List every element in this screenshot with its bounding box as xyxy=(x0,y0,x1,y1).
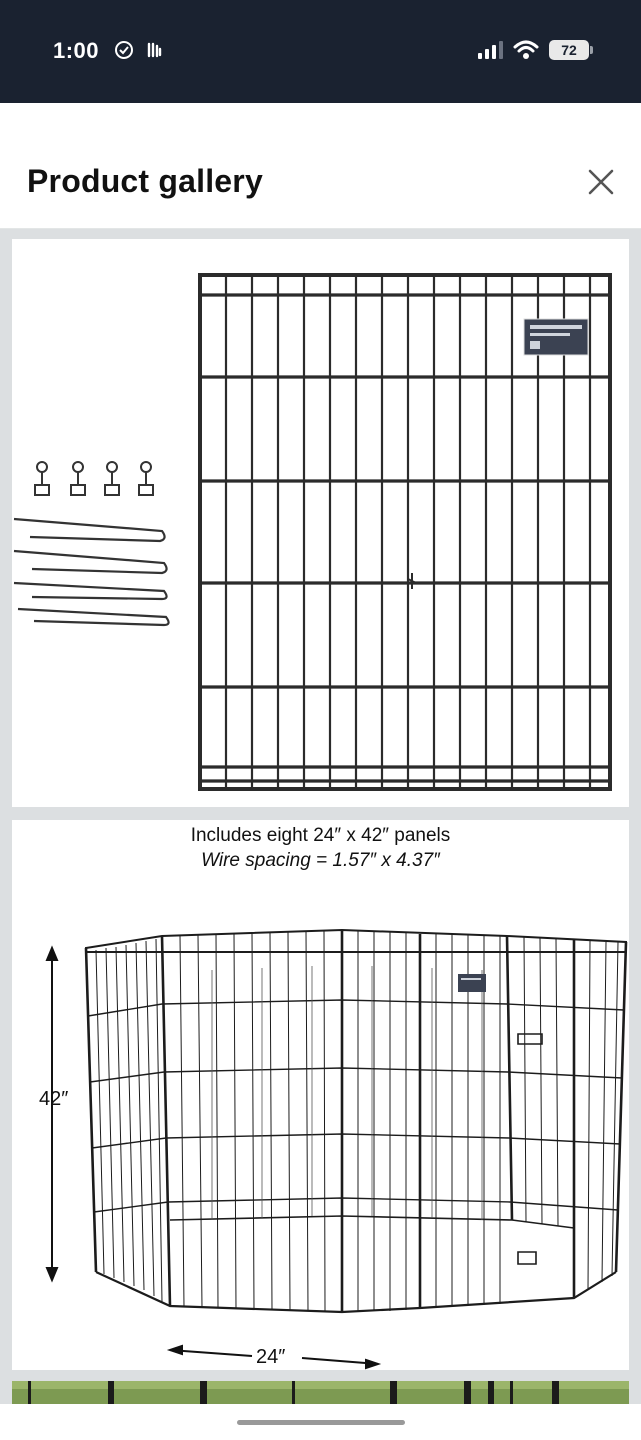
gallery-image-playpen-outdoor[interactable] xyxy=(12,1381,629,1404)
gallery-header xyxy=(0,103,641,229)
product-tag xyxy=(524,319,588,355)
product-tag xyxy=(458,974,486,992)
page-title: Product gallery xyxy=(27,163,263,199)
battery-icon xyxy=(549,40,589,60)
playpen-frame xyxy=(86,930,626,1312)
panel-image xyxy=(12,239,629,807)
playpen-image xyxy=(12,820,629,1370)
close-button[interactable] xyxy=(582,163,620,201)
signal-icon xyxy=(477,41,503,59)
status-time: 1:00 xyxy=(53,38,100,63)
gallery-scroll-area[interactable] xyxy=(0,229,641,1404)
wifi-icon xyxy=(513,40,539,60)
ground-stakes-image xyxy=(14,519,169,625)
battery-level: 72 xyxy=(561,42,577,58)
outdoor-playpen-image xyxy=(12,1381,629,1404)
home-indicator[interactable] xyxy=(237,1420,405,1425)
height-label: 42″ xyxy=(39,1088,69,1110)
snap-hooks-image xyxy=(35,462,153,495)
status-left-icons xyxy=(114,40,164,60)
width-label: 24″ xyxy=(256,1346,286,1368)
caption-wire-spacing: Wire spacing = 1.57″ x 4.37″ xyxy=(201,850,440,871)
home-bar xyxy=(0,1404,641,1440)
gallery-image-playpen-dimensions[interactable] xyxy=(12,820,629,1370)
height-dimension-arrow xyxy=(47,948,57,1280)
status-bar xyxy=(0,0,641,103)
nfc-icon xyxy=(144,40,164,60)
caption-panels: Includes eight 24″ x 42″ panels xyxy=(190,825,451,846)
status-right-icons xyxy=(477,40,589,60)
gallery-image-panel-and-accessories[interactable] xyxy=(12,239,629,807)
check-circle-icon xyxy=(114,40,134,60)
close-icon xyxy=(587,168,615,196)
